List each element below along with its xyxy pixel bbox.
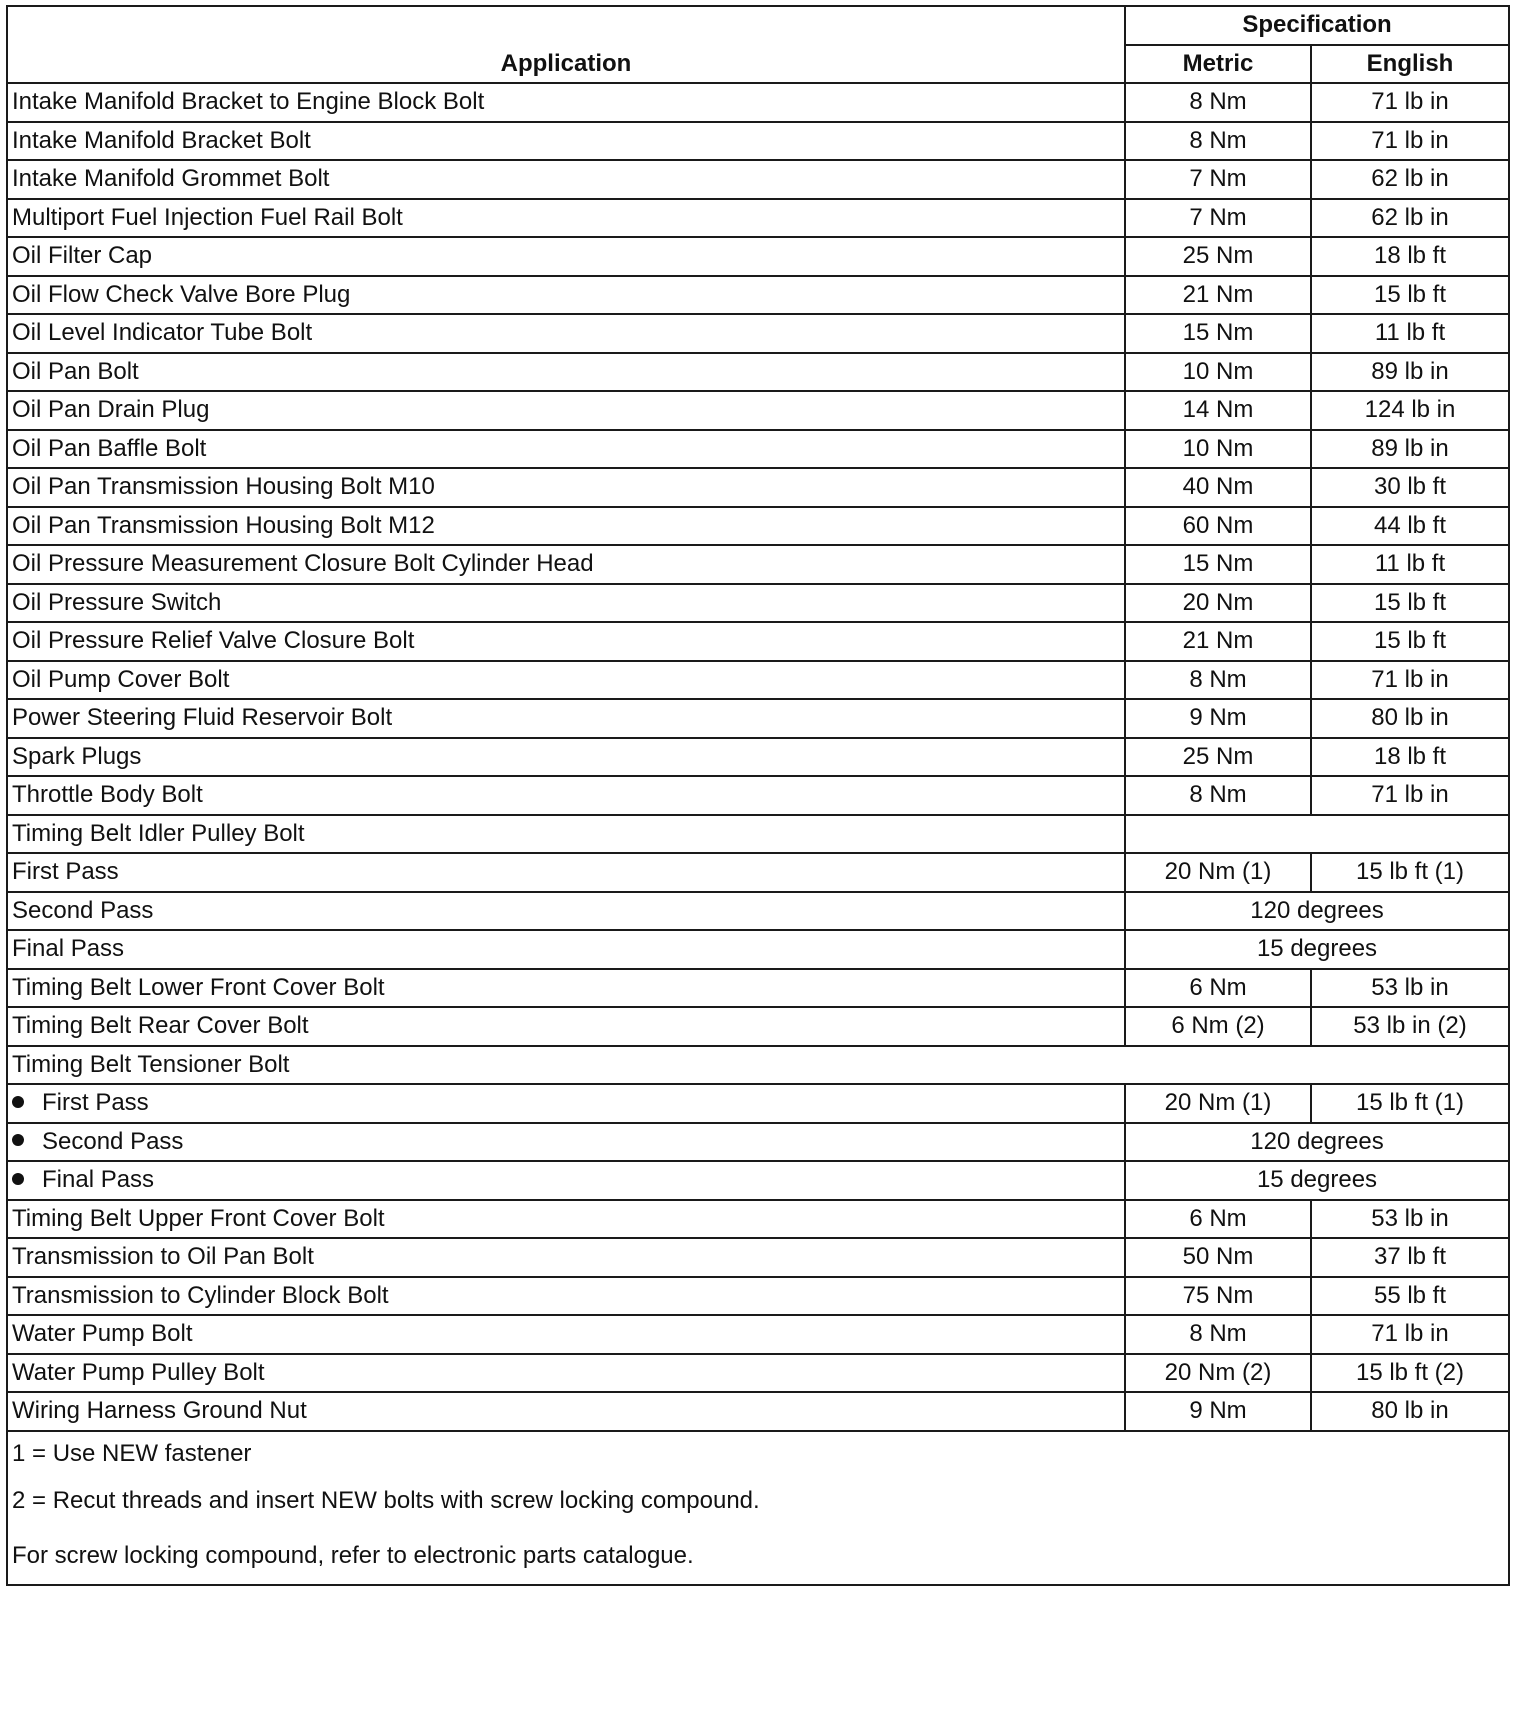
english-cell: 62 lb in	[1311, 199, 1509, 238]
table-row	[7, 1046, 1509, 1085]
note-row	[7, 1473, 1509, 1528]
header-specification: Specification	[1125, 6, 1509, 45]
table-row	[7, 699, 1509, 738]
application-label: Second Pass	[42, 1127, 184, 1155]
metric-cell: 60 Nm	[1125, 507, 1311, 546]
application-label: Timing Belt Upper Front Cover Bolt	[12, 1204, 385, 1232]
spec-combined-cell: 120 degrees	[1125, 892, 1509, 931]
metric-cell: 7 Nm	[1125, 199, 1311, 238]
table-row	[7, 1354, 1509, 1393]
spec-combined-cell: 120 degrees	[1125, 1123, 1509, 1162]
table-row	[7, 853, 1509, 892]
application-cell	[7, 314, 1125, 353]
application-cell	[7, 930, 1125, 969]
english-cell: 15 lb ft (2)	[1311, 1354, 1509, 1393]
english-cell: 11 lb ft	[1311, 314, 1509, 353]
torque-spec-table	[6, 5, 1510, 1586]
english-cell: 71 lb in	[1311, 661, 1509, 700]
metric-cell: 21 Nm	[1125, 276, 1311, 315]
application-cell	[7, 507, 1125, 546]
application-cell	[7, 584, 1125, 623]
application-label: Oil Pressure Measurement Closure Bolt Cylinder Head	[12, 550, 594, 578]
metric-cell: 15 Nm	[1125, 314, 1311, 353]
application-cell	[7, 815, 1125, 854]
application-label: Multiport Fuel Injection Fuel Rail Bolt	[12, 203, 403, 231]
english-cell: 44 lb ft	[1311, 507, 1509, 546]
application-label: Throttle Body Bolt	[12, 781, 203, 809]
metric-cell: 10 Nm	[1125, 353, 1311, 392]
table-row	[7, 507, 1509, 546]
empty-spec-cell	[1125, 815, 1509, 854]
application-label: Oil Pan Transmission Housing Bolt M12	[12, 511, 435, 539]
table-body	[7, 83, 1509, 1431]
application-label: Oil Pan Transmission Housing Bolt M10	[12, 473, 435, 501]
metric-cell: 20 Nm (1)	[1125, 853, 1311, 892]
application-label: Final Pass	[12, 935, 125, 963]
application-cell	[7, 1238, 1125, 1277]
application-cell	[7, 1200, 1125, 1239]
english-cell: 15 lb ft	[1311, 584, 1509, 623]
application-cell	[7, 1277, 1125, 1316]
application-label: Oil Pan Baffle Bolt	[12, 434, 207, 462]
application-label: Timing Belt Lower Front Cover Bolt	[12, 973, 385, 1001]
english-cell: 71 lb in	[1311, 122, 1509, 161]
english-cell: 89 lb in	[1311, 430, 1509, 469]
english-cell: 62 lb in	[1311, 160, 1509, 199]
application-cell	[7, 122, 1125, 161]
header-metric: Metric	[1125, 45, 1311, 84]
english-cell: 15 lb ft (1)	[1311, 853, 1509, 892]
application-label: Transmission to Cylinder Block Bolt	[12, 1281, 389, 1309]
table-row	[7, 776, 1509, 815]
table-row	[7, 391, 1509, 430]
application-cell	[7, 1046, 1509, 1085]
application-label: Transmission to Oil Pan Bolt	[12, 1243, 314, 1271]
application-label: Intake Manifold Bracket to Engine Block Bolt	[12, 88, 485, 116]
table-row	[7, 199, 1509, 238]
application-label: Oil Pan Bolt	[12, 357, 139, 385]
application-cell	[7, 1084, 1125, 1123]
table-row	[7, 83, 1509, 122]
application-label: Timing Belt Tensioner Bolt	[12, 1050, 290, 1078]
application-label: Oil Level Indicator Tube Bolt	[12, 319, 313, 347]
english-cell: 89 lb in	[1311, 353, 1509, 392]
application-label: Intake Manifold Bracket Bolt	[12, 126, 311, 154]
table-row	[7, 1392, 1509, 1431]
application-cell	[7, 199, 1125, 238]
english-cell: 30 lb ft	[1311, 468, 1509, 507]
english-cell: 15 lb ft	[1311, 276, 1509, 315]
table-row	[7, 1277, 1509, 1316]
application-cell	[7, 622, 1125, 661]
application-label: First Pass	[42, 1089, 149, 1117]
table-header	[7, 6, 1509, 83]
table-row	[7, 1007, 1509, 1046]
english-cell: 53 lb in (2)	[1311, 1007, 1509, 1046]
table-row	[7, 969, 1509, 1008]
table-row	[7, 545, 1509, 584]
footnote: 2 = Recut threads and insert NEW bolts with screw locking compound.	[7, 1473, 1509, 1528]
english-cell: 53 lb in	[1311, 969, 1509, 1008]
english-cell: 55 lb ft	[1311, 1277, 1509, 1316]
bullet-icon	[12, 1096, 24, 1108]
header-english: English	[1311, 45, 1509, 84]
table-row	[7, 815, 1509, 854]
table-row	[7, 353, 1509, 392]
metric-cell: 8 Nm	[1125, 1315, 1311, 1354]
header-application: Application	[7, 6, 1125, 83]
english-cell: 80 lb in	[1311, 1392, 1509, 1431]
metric-cell: 50 Nm	[1125, 1238, 1311, 1277]
application-cell	[7, 276, 1125, 315]
application-cell	[7, 545, 1125, 584]
application-cell	[7, 969, 1125, 1008]
application-cell	[7, 1315, 1125, 1354]
application-label: Spark Plugs	[12, 742, 142, 770]
metric-cell: 75 Nm	[1125, 1277, 1311, 1316]
metric-cell: 15 Nm	[1125, 545, 1311, 584]
metric-cell: 8 Nm	[1125, 776, 1311, 815]
application-label: Power Steering Fluid Reservoir Bolt	[12, 704, 393, 732]
application-label: First Pass	[12, 858, 119, 886]
table-row	[7, 661, 1509, 700]
english-cell: 18 lb ft	[1311, 237, 1509, 276]
application-cell	[7, 1161, 1125, 1200]
metric-cell: 6 Nm	[1125, 969, 1311, 1008]
metric-cell: 40 Nm	[1125, 468, 1311, 507]
table-notes	[7, 1431, 1509, 1585]
table-row	[7, 1123, 1509, 1162]
table-row	[7, 622, 1509, 661]
metric-cell: 8 Nm	[1125, 83, 1311, 122]
bullet-icon	[12, 1134, 24, 1146]
table-row	[7, 160, 1509, 199]
metric-cell: 25 Nm	[1125, 237, 1311, 276]
application-cell	[7, 430, 1125, 469]
application-label: Water Pump Bolt	[12, 1320, 193, 1348]
english-cell: 18 lb ft	[1311, 738, 1509, 777]
application-label: Oil Pan Drain Plug	[12, 396, 210, 424]
note-row	[7, 1528, 1509, 1585]
english-cell: 11 lb ft	[1311, 545, 1509, 584]
metric-cell: 9 Nm	[1125, 699, 1311, 738]
table-row	[7, 1238, 1509, 1277]
application-cell	[7, 468, 1125, 507]
metric-cell: 7 Nm	[1125, 160, 1311, 199]
application-cell	[7, 1392, 1125, 1431]
application-cell	[7, 353, 1125, 392]
application-cell	[7, 391, 1125, 430]
application-label: Oil Filter Cap	[12, 242, 153, 270]
metric-cell: 6 Nm (2)	[1125, 1007, 1311, 1046]
application-label: Oil Pressure Switch	[12, 588, 222, 616]
table-row	[7, 930, 1509, 969]
english-cell: 124 lb in	[1311, 391, 1509, 430]
application-label: Wiring Harness Ground Nut	[12, 1397, 307, 1425]
metric-cell: 20 Nm (1)	[1125, 1084, 1311, 1123]
application-cell	[7, 699, 1125, 738]
metric-cell: 6 Nm	[1125, 1200, 1311, 1239]
application-label: Final Pass	[42, 1166, 155, 1194]
table-row	[7, 122, 1509, 161]
english-cell: 71 lb in	[1311, 1315, 1509, 1354]
metric-cell: 8 Nm	[1125, 661, 1311, 700]
application-cell	[7, 160, 1125, 199]
spec-combined-cell: 15 degrees	[1125, 930, 1509, 969]
metric-cell: 9 Nm	[1125, 1392, 1311, 1431]
application-cell	[7, 237, 1125, 276]
application-cell	[7, 661, 1125, 700]
metric-cell: 21 Nm	[1125, 622, 1311, 661]
table-row	[7, 1161, 1509, 1200]
metric-cell: 20 Nm (2)	[1125, 1354, 1311, 1393]
table-row	[7, 1200, 1509, 1239]
english-cell: 80 lb in	[1311, 699, 1509, 738]
application-label: Oil Flow Check Valve Bore Plug	[12, 280, 351, 308]
application-cell	[7, 892, 1125, 931]
application-label: Oil Pressure Relief Valve Closure Bolt	[12, 627, 415, 655]
application-cell	[7, 1123, 1125, 1162]
application-cell	[7, 1007, 1125, 1046]
metric-cell: 25 Nm	[1125, 738, 1311, 777]
table-row	[7, 314, 1509, 353]
table-row	[7, 738, 1509, 777]
application-cell	[7, 776, 1125, 815]
table-row	[7, 468, 1509, 507]
english-cell: 37 lb ft	[1311, 1238, 1509, 1277]
application-cell	[7, 83, 1125, 122]
footnote: 1 = Use NEW fastener	[7, 1431, 1509, 1473]
metric-cell: 8 Nm	[1125, 122, 1311, 161]
table-row	[7, 430, 1509, 469]
bullet-icon	[12, 1173, 24, 1185]
english-cell: 53 lb in	[1311, 1200, 1509, 1239]
application-cell	[7, 853, 1125, 892]
application-label: Timing Belt Idler Pulley Bolt	[12, 819, 305, 847]
english-cell: 71 lb in	[1311, 83, 1509, 122]
metric-cell: 20 Nm	[1125, 584, 1311, 623]
table-row	[7, 1084, 1509, 1123]
table-row	[7, 276, 1509, 315]
application-label: Oil Pump Cover Bolt	[12, 665, 230, 693]
table-row	[7, 237, 1509, 276]
english-cell: 15 lb ft	[1311, 622, 1509, 661]
metric-cell: 10 Nm	[1125, 430, 1311, 469]
table-row	[7, 584, 1509, 623]
metric-cell: 14 Nm	[1125, 391, 1311, 430]
application-label: Second Pass	[12, 896, 154, 924]
english-cell: 15 lb ft (1)	[1311, 1084, 1509, 1123]
application-label: Timing Belt Rear Cover Bolt	[12, 1012, 309, 1040]
table-row	[7, 1315, 1509, 1354]
application-label: Water Pump Pulley Bolt	[12, 1358, 265, 1386]
application-cell	[7, 1354, 1125, 1393]
footnote: For screw locking compound, refer to electronic parts catalogue.	[7, 1528, 1509, 1585]
note-row	[7, 1431, 1509, 1473]
english-cell: 71 lb in	[1311, 776, 1509, 815]
application-cell	[7, 738, 1125, 777]
spec-combined-cell: 15 degrees	[1125, 1161, 1509, 1200]
application-label: Intake Manifold Grommet Bolt	[12, 165, 330, 193]
table-row	[7, 892, 1509, 931]
